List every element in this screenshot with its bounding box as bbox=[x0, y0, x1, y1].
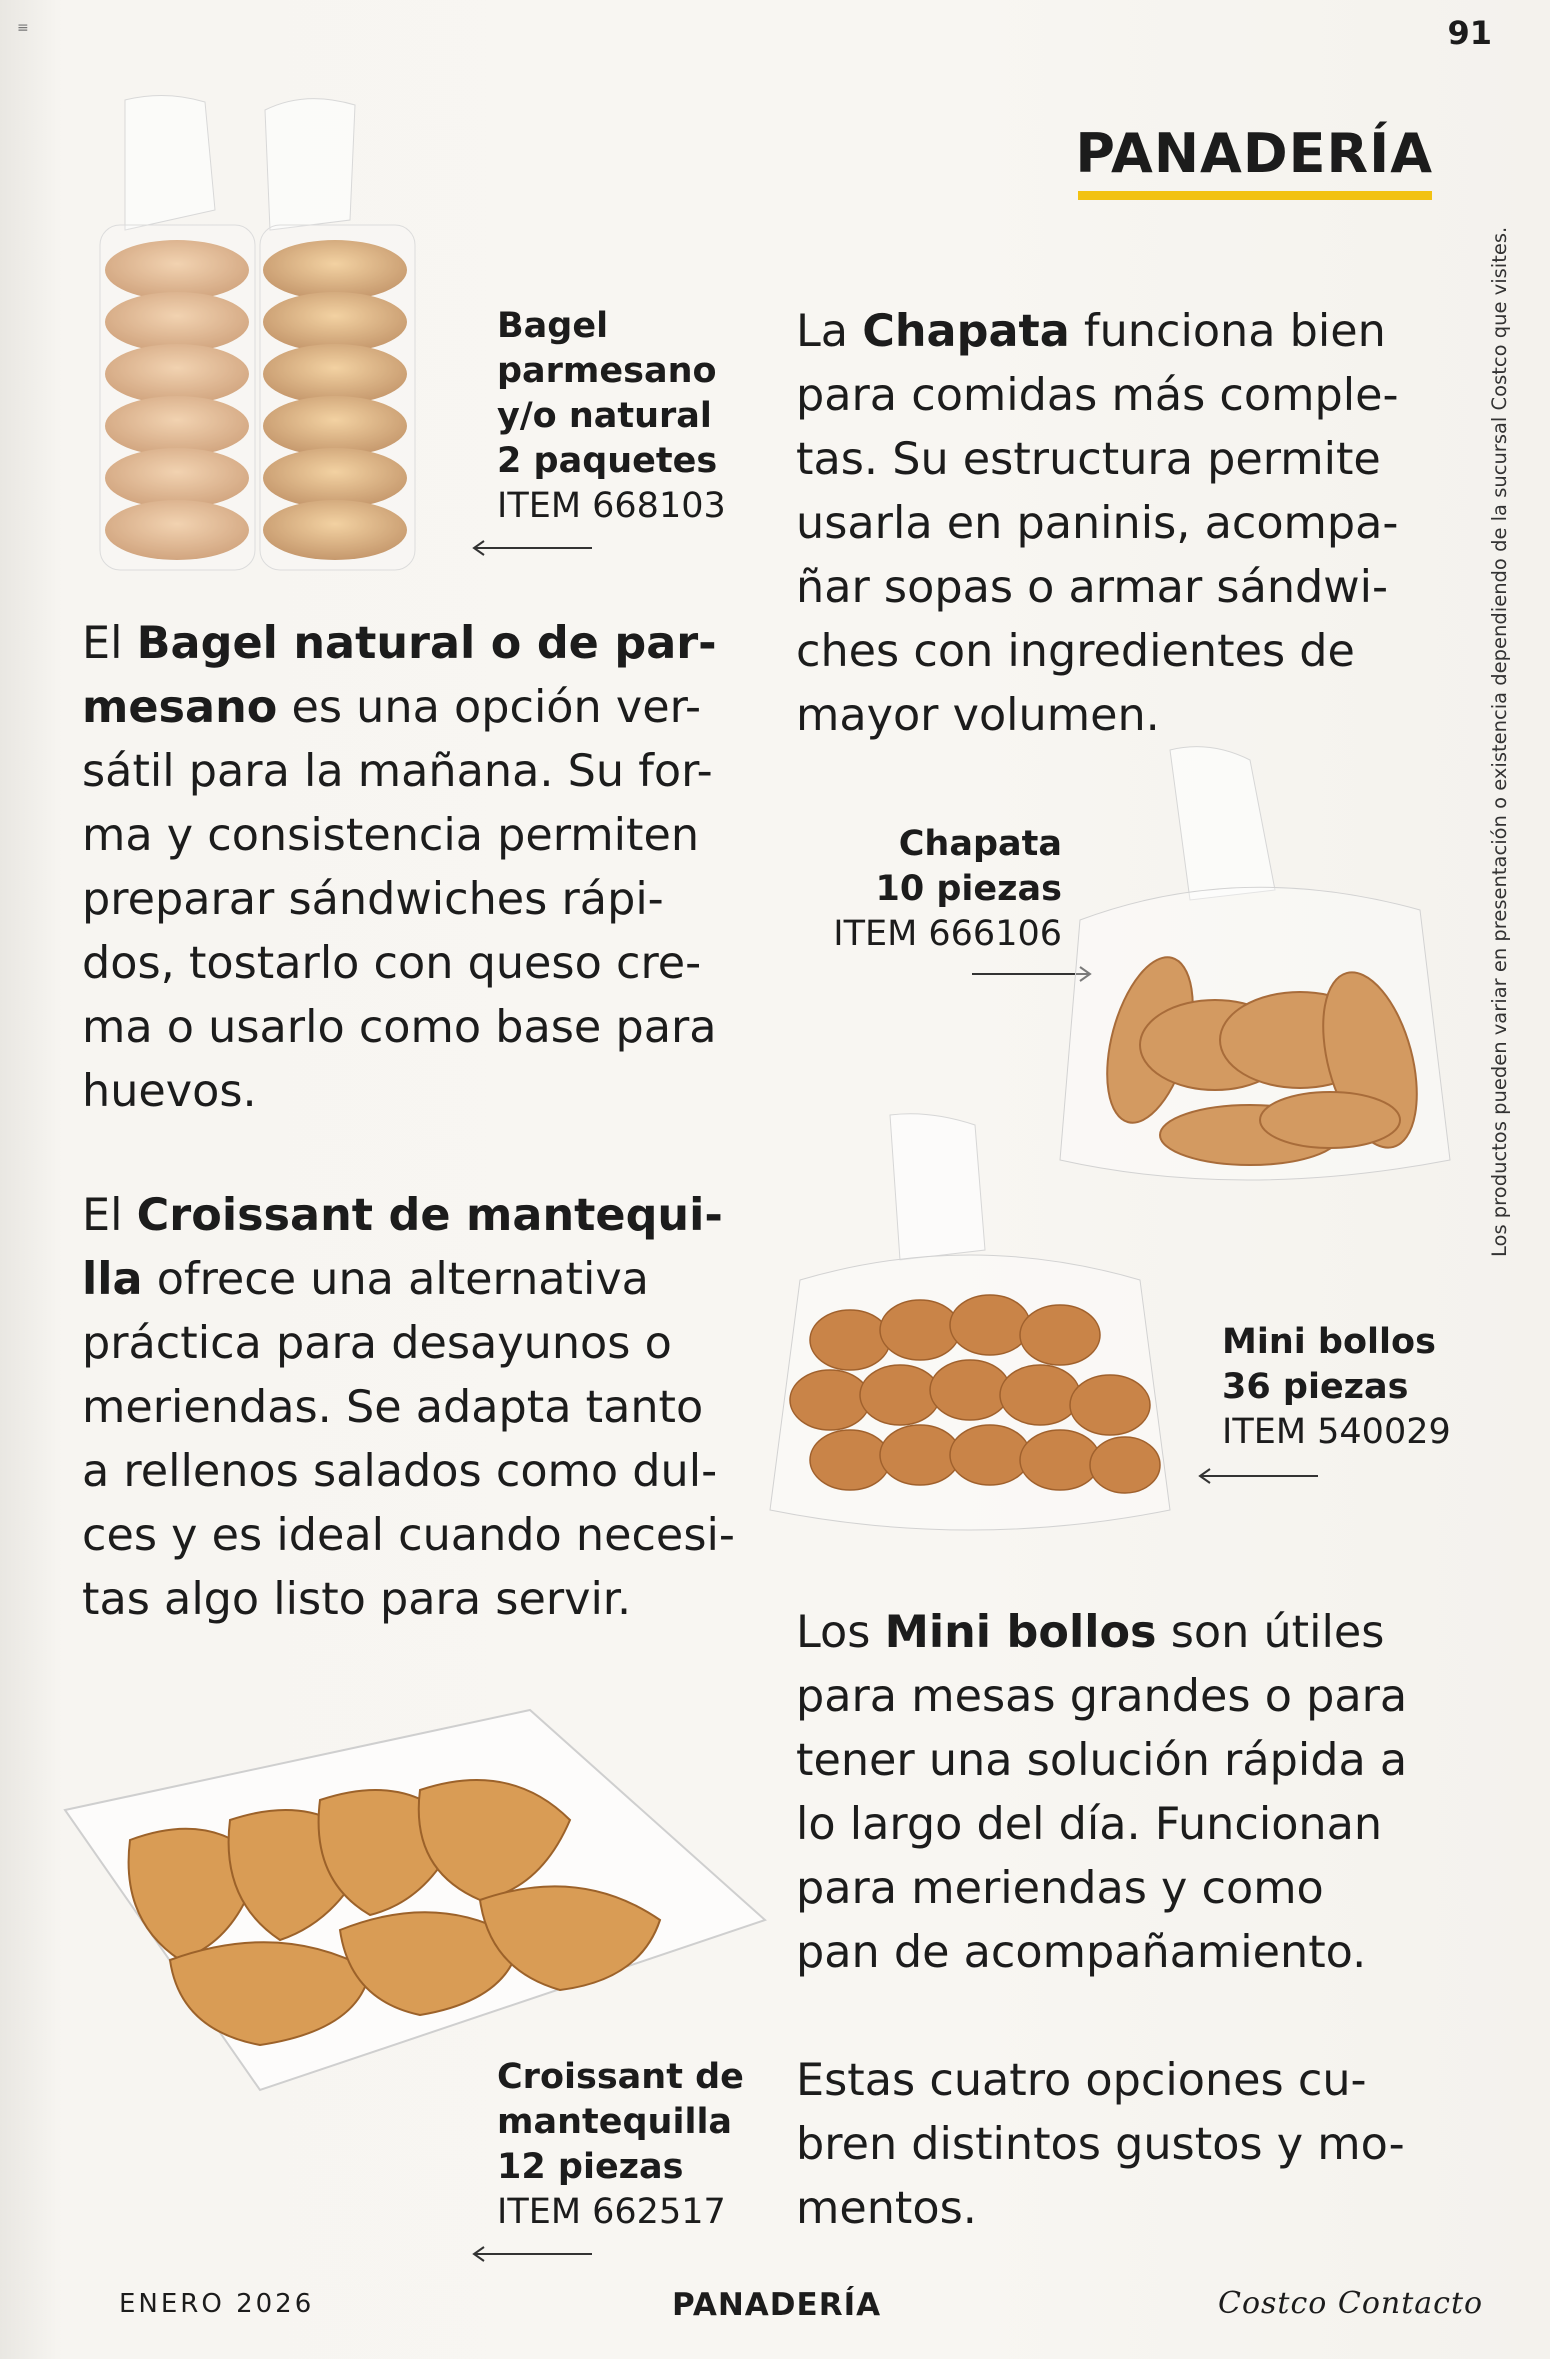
croissant-paragraph bbox=[82, 1184, 782, 1632]
bagel-paragraph-text: es una opción ver- sátil para la mañana. Su for- ma y consistencia permiten preparar sándwiches rápi- dos, tostarlo con queso cre- ma o usarlo como base para huevos. bbox=[82, 682, 717, 1117]
closing-paragraph-text: Estas cuatro opciones cu- bren distintos gustos y mo- mentos. bbox=[796, 2055, 1405, 2234]
chapata-paragraph-lead: La bbox=[796, 306, 863, 357]
chapata-paragraph-text: funciona bien para comidas más comple- tas. Su estructura permite usarla en paninis, acompa- ñar sopas o armar sándwi- ches con ingredientes de mayor volumen. bbox=[796, 306, 1399, 741]
croissant-label bbox=[497, 2055, 744, 2235]
availability-disclaimer: Los productos pueden variar en presentación o existencia dependiendo de la sucursal Costco que visites. bbox=[1488, 226, 1511, 1257]
croissant-arrow-icon bbox=[468, 2244, 594, 2264]
croissant-paragraph-lead: El bbox=[82, 1190, 137, 1241]
mini-bollos-paragraph-lead: Los bbox=[796, 1607, 885, 1658]
footer-section: PANADERÍA bbox=[672, 2287, 882, 2323]
mini-bollos-label bbox=[1222, 1320, 1451, 1455]
mini-bollos-arrow-icon bbox=[1194, 1466, 1320, 1486]
footer-brand-logo: Costco Contacto bbox=[1218, 2286, 1484, 2321]
bagel-paragraph bbox=[82, 612, 762, 1124]
section-title: PANADERÍA bbox=[1075, 122, 1433, 185]
bagel-bags-photo bbox=[95, 90, 425, 580]
footer-date: ENERO 2026 bbox=[119, 2289, 315, 2319]
mini-bollos-name: Mini bollos 36 piezas bbox=[1222, 1322, 1436, 1407]
bagel-name: Bagel parmesano y/o natural 2 paquetes bbox=[497, 306, 718, 481]
chapata-paragraph-bold: Chapata bbox=[862, 306, 1070, 357]
bagel-arrow-icon bbox=[468, 538, 594, 558]
mini-bollos-paragraph-text: son útiles para mesas grandes o para tener una solución rápida a lo largo del día. Funcionan para meriendas y como pan de acompañamiento. bbox=[796, 1607, 1408, 1978]
chapata-item-code: ITEM 666106 bbox=[833, 914, 1062, 954]
chapata-label bbox=[790, 822, 1062, 957]
croissant-paragraph-text: ofrece una alternativa práctica para desayunos o meriendas. Se adapta tanto a rellenos salados como dul- ces y es ideal cuando necesi- tas algo listo para servir. bbox=[82, 1254, 735, 1625]
menu-icon[interactable]: ≡ bbox=[17, 20, 29, 36]
mini-bollos-bag-photo bbox=[760, 1110, 1180, 1540]
chapata-name: Chapata 10 piezas bbox=[875, 824, 1062, 909]
mini-bollos-paragraph bbox=[796, 1601, 1476, 1985]
title-underline bbox=[1078, 191, 1432, 200]
bagel-label bbox=[497, 304, 726, 529]
page-number: 91 bbox=[1447, 14, 1492, 52]
mini-bollos-item-code: ITEM 540029 bbox=[1222, 1412, 1451, 1452]
chapata-paragraph bbox=[796, 300, 1456, 748]
croissant-paragraph-bold: Croissant de mantequi- lla bbox=[82, 1190, 723, 1305]
croissant-tray-photo bbox=[60, 1700, 770, 2100]
croissant-name: Croissant de mantequilla 12 piezas bbox=[497, 2057, 744, 2187]
mini-bollos-paragraph-bold: Mini bollos bbox=[884, 1607, 1157, 1658]
closing-paragraph bbox=[796, 2049, 1476, 2241]
bagel-item-code: ITEM 668103 bbox=[497, 486, 726, 526]
bagel-paragraph-bold: Bagel natural o de par- mesano bbox=[82, 618, 717, 733]
bagel-paragraph-lead: El bbox=[82, 618, 137, 669]
croissant-item-code: ITEM 662517 bbox=[497, 2192, 726, 2232]
